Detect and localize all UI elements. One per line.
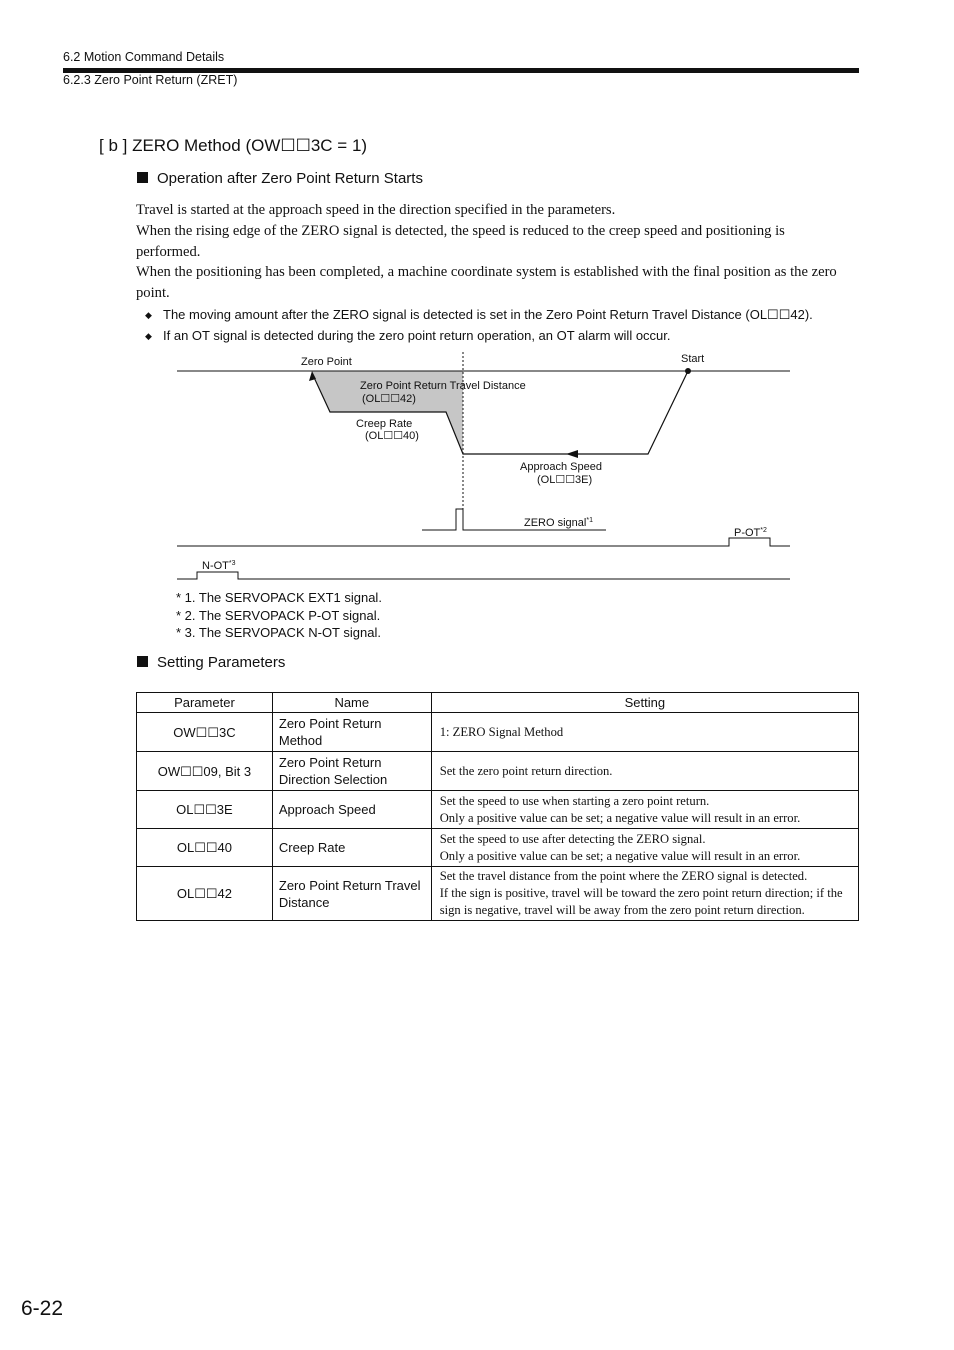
setting-line: Set the speed to use after detecting the ZERO signal. bbox=[439, 831, 706, 846]
not-sup: *3 bbox=[228, 560, 236, 567]
parameters-table bbox=[136, 692, 859, 921]
pot-text: P-OT bbox=[734, 527, 761, 539]
column-header: Name bbox=[272, 693, 431, 713]
setting-cell bbox=[431, 713, 858, 752]
bullet-text: The moving amount after the ZERO signal is detected is set in the Zero Point Return Travel Distance (OL☐☐42). bbox=[163, 307, 813, 322]
table-row bbox=[137, 867, 859, 921]
diamond-bullet-icon: ◆ bbox=[145, 310, 152, 320]
zero-point-label: Zero Point bbox=[301, 356, 352, 368]
operation-bullets bbox=[145, 305, 865, 346]
travel-distance-param: (OL☐☐42) bbox=[362, 393, 416, 405]
setting-line: If the sign is positive, travel will be toward the zero point return direction; if the sign is negative, travel will be away from the zero point return direction. bbox=[439, 886, 843, 917]
header-subsection: 6.2.3 Zero Point Return (ZRET) bbox=[63, 73, 238, 87]
approach-arrow-icon bbox=[566, 450, 578, 458]
table-row bbox=[137, 713, 859, 752]
footnote: * 3. The SERVOPACK N-OT signal. bbox=[176, 625, 381, 640]
zero-signal-text: ZERO signal bbox=[524, 517, 587, 529]
param-cell: OL☐☐40 bbox=[137, 829, 273, 867]
start-dot-icon bbox=[685, 368, 691, 374]
setting-line: Set the speed to use when starting a zero point return. bbox=[439, 793, 710, 808]
zero-signal-sup: *1 bbox=[586, 517, 593, 524]
name-cell: Approach Speed bbox=[272, 791, 431, 829]
diamond-bullet-icon: ◆ bbox=[145, 330, 152, 341]
param-cell: OW☐☐3C bbox=[137, 713, 273, 752]
start-label: Start bbox=[681, 353, 705, 365]
approach-speed-label: Approach Speed bbox=[520, 461, 602, 473]
square-bullet-icon bbox=[137, 172, 148, 183]
column-header: Setting bbox=[431, 693, 858, 713]
pot-sup: *2 bbox=[760, 527, 767, 534]
not-text: N-OT bbox=[202, 560, 229, 572]
operation-heading bbox=[137, 170, 423, 187]
square-bullet-icon bbox=[137, 656, 148, 667]
table-header-row bbox=[137, 693, 859, 713]
creep-rate-param: (OL☐☐40) bbox=[365, 430, 419, 442]
creep-rate-label: Creep Rate bbox=[356, 418, 413, 430]
section-title: [ b ] ZERO Method (OW☐☐3C = 1) bbox=[99, 136, 368, 155]
table-row bbox=[137, 791, 859, 829]
setting-line: Only a positive value can be set; a negative value will result in an error. bbox=[439, 810, 801, 825]
name-cell: Zero Point Return Travel Distance bbox=[272, 867, 431, 921]
setting-line: 1: ZERO Signal Method bbox=[439, 724, 564, 739]
operation-heading-text: Operation after Zero Point Return Starts bbox=[157, 170, 423, 187]
settings-heading bbox=[137, 654, 285, 671]
setting-line: Set the zero point return direction. bbox=[439, 763, 613, 778]
zero-signal-label bbox=[524, 517, 593, 529]
operation-text bbox=[136, 200, 848, 304]
param-cell: OL☐☐3E bbox=[137, 791, 273, 829]
header-section: 6.2 Motion Command Details bbox=[63, 50, 225, 64]
column-header: Parameter bbox=[137, 693, 273, 713]
param-cell: OW☐☐09, Bit 3 bbox=[137, 752, 273, 791]
list-item bbox=[145, 326, 865, 347]
list-item bbox=[145, 305, 865, 326]
pot-label bbox=[734, 527, 767, 539]
not-label bbox=[202, 560, 236, 572]
pot-signal-line bbox=[177, 538, 790, 546]
footnotes bbox=[176, 589, 382, 642]
name-cell: Zero Point Return Direction Selection bbox=[272, 752, 431, 791]
not-signal-line bbox=[177, 572, 790, 579]
approach-speed-param: (OL☐☐3E) bbox=[537, 474, 593, 486]
setting-cell bbox=[431, 791, 858, 829]
paragraph: When the positioning has been completed, a machine coordinate system is established with the final position as the zero point. bbox=[136, 264, 837, 302]
param-cell: OL☐☐42 bbox=[137, 867, 273, 921]
setting-cell bbox=[431, 752, 858, 791]
bullet-text: If an OT signal is detected during the zero point return operation, an OT alarm will occur. bbox=[163, 327, 671, 343]
settings-heading-text: Setting Parameters bbox=[157, 654, 286, 671]
paragraph: When the rising edge of the ZERO signal is detected, the speed is reduced to the creep speed and positioning is performed. bbox=[136, 222, 785, 260]
footnote: * 1. The SERVOPACK EXT1 signal. bbox=[176, 590, 382, 605]
setting-cell bbox=[431, 829, 858, 867]
name-cell: Zero Point Return Method bbox=[272, 713, 431, 752]
travel-distance-label: Zero Point Return Travel Distance bbox=[360, 380, 526, 392]
setting-line: Set the travel distance from the point where the ZERO signal is detected. bbox=[439, 869, 808, 883]
setting-cell bbox=[431, 867, 858, 921]
table-row bbox=[137, 829, 859, 867]
table-row bbox=[137, 752, 859, 791]
footnote: * 2. The SERVOPACK P-OT signal. bbox=[176, 607, 381, 623]
paragraph: Travel is started at the approach speed in the direction specified in the parameters. bbox=[136, 202, 616, 218]
page-number: 6-22 bbox=[21, 1297, 64, 1320]
name-cell: Creep Rate bbox=[272, 829, 431, 867]
zero-return-diagram bbox=[0, 345, 954, 590]
setting-line: Only a positive value can be set; a negative value will result in an error. bbox=[439, 848, 801, 863]
